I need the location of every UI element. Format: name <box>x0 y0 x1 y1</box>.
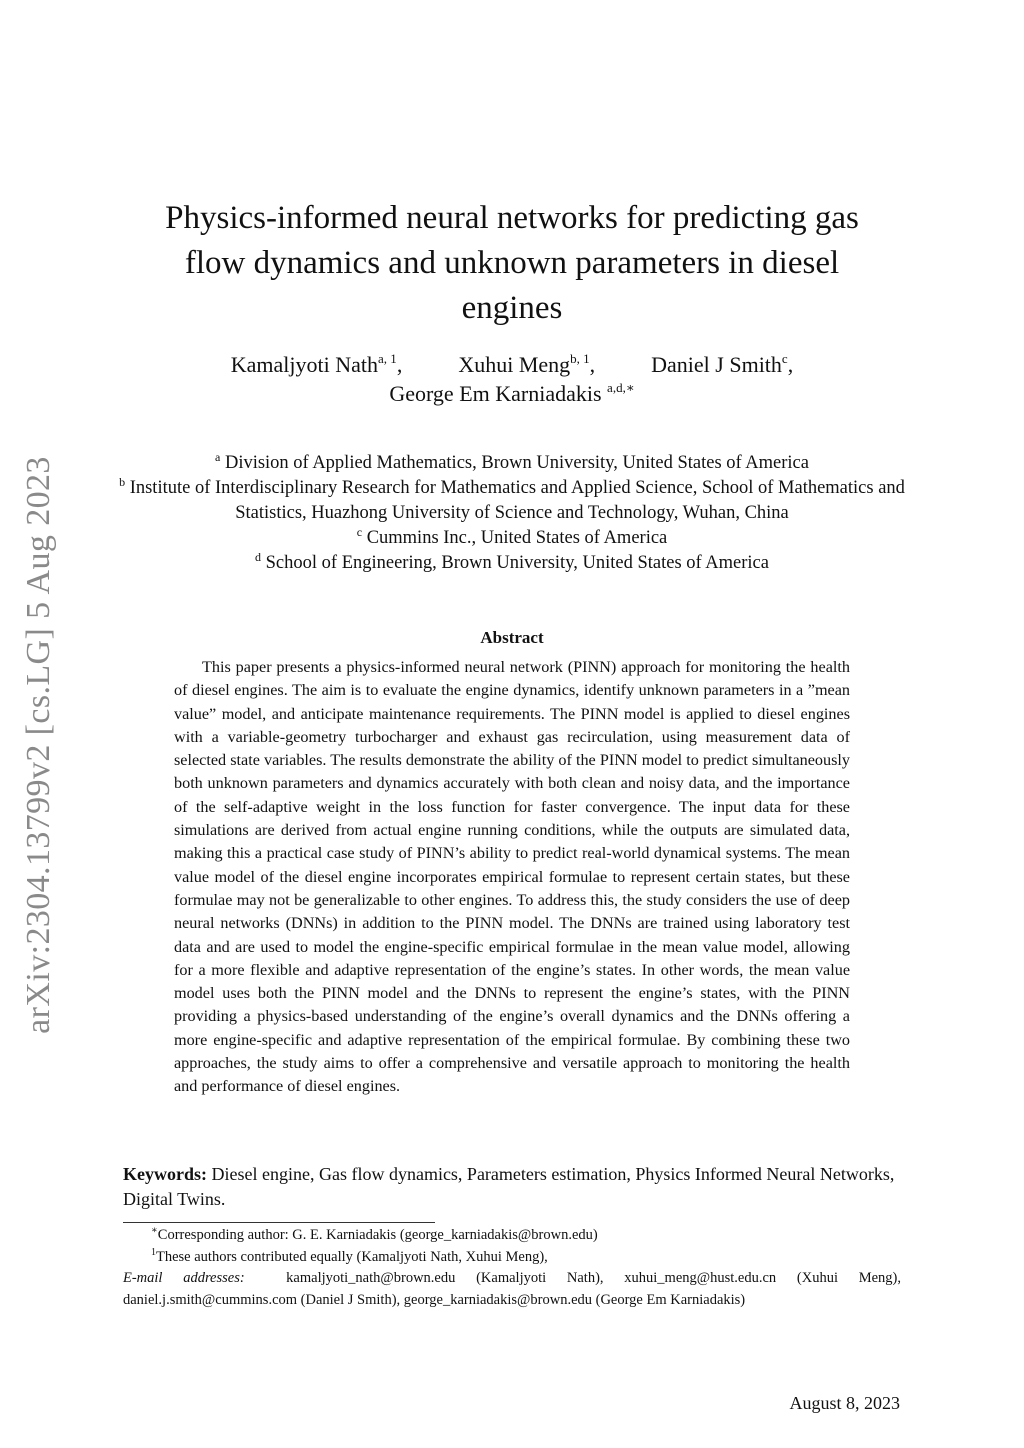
preprint-date: August 8, 2023 <box>789 1393 900 1413</box>
title-line-1: Physics-informed neural networks for predicting gas <box>165 200 859 236</box>
footnote-email-addresses <box>123 1268 901 1311</box>
email-label: E-mail addresses: <box>123 1270 245 1286</box>
abstract-heading: Abstract <box>480 628 544 647</box>
affiliation-item: $^d$ School of Engineering, Brown University, United States of America <box>255 550 769 573</box>
keywords-label: Keywords: <box>123 1164 207 1184</box>
author-affiliation-mark: b, 1 <box>570 351 590 366</box>
author: George Em Karniadakis $^{a,d,∗}$ <box>389 380 635 406</box>
author: Daniel J Smith$^c$, <box>651 351 794 377</box>
author-list <box>120 350 904 408</box>
footnotes <box>123 1225 901 1311</box>
affiliation-item: $^b$ Institute of Interdisciplinary Research for Mathematics and Applied Science, School of Mathematics and Statistics, Huazhong University of Science and Technology, Wuhan, China <box>119 475 905 523</box>
footnote-divider <box>123 1222 435 1223</box>
footnote-corresponding-author: ∗Corresponding author: G. E. Karniadakis (george_karniadakis@brown.edu) <box>151 1225 598 1243</box>
title-line-2: flow dynamics and unknown parameters in diesel <box>184 245 840 281</box>
affiliation-item: $^c$ Cummins Inc., United States of America <box>356 525 668 548</box>
affiliation-list <box>110 451 914 576</box>
footnote-equal-contribution: $^1$These authors contributed equally (Kamaljyoti Nath, Xuhui Meng), <box>151 1246 548 1265</box>
author-affiliation-mark: a,d,∗ <box>607 380 635 395</box>
paper-title <box>120 196 904 331</box>
email-list: kamaljyoti_nath@brown.edu (Kamaljyoti Nath), xuhui_meng@hust.edu.cn (Xuhui Meng), daniel.j.smith@cummins.com (Daniel J Smith), george_karniadakis@brown.edu (George Em Karniadakis) <box>123 1270 901 1308</box>
title-line-3: engines <box>461 290 563 326</box>
author: Kamaljyoti Nath$^{a, 1}$, <box>230 351 403 377</box>
arxiv-identifier: arXiv:2304.13799v2 [cs.LG] 5 Aug 2023 <box>20 456 57 1034</box>
abstract-body: This paper presents a physics-informed neural network (PINN) approach for monitoring the health of diesel engines. The aim is to evaluate the engine dynamics, identify unknown parameters in a ”mean value” model, and anticipate maintenance requirements. The PINN model is applied to diesel engines with a variable-geometry turbocharger and exhaust gas recirculation, using measurement data of selected state variables. The results demonstrate the ability of the PINN model to predict simultaneously both unknown parameters and dynamics accurately with both clean and noisy data, and the importance of the self-adaptive weight in the loss function for faster convergence. The input data for these simulations are derived from actual engine running conditions, while the outputs are simulated data, making this a practical case study of PINN’s ability to predict real-world dynamical systems. The mean value model of the diesel engine incorporates empirical formulae to represent certain states, but these formulae may not be generalizable to other engines. To address this, the study considers the use of deep neural networks (DNNs) in addition to the PINN model. The DNNs are trained using laboratory test data and are used to model the engine-specific empirical formulae in the mean value model, allowing for a more flexible and adaptive representation of the engine’s states. In other words, the mean value model uses both the PINN model and the DNNs to represent the engine’s states, with the PINN providing a physics-based understanding of the engine’s overall dynamics and the DNNs offering a more engine-specific and adaptive representation of the empirical formulae. By combining these two approaches, the study aims to offer a comprehensive and versatile approach to monitoring the health and performance of diesel engines. <box>174 658 850 1096</box>
author: Xuhui Meng$^{b, 1}$, <box>458 351 596 377</box>
author-affiliation-mark: a, 1 <box>378 351 397 366</box>
affiliation-item: $^a$ Division of Applied Mathematics, Brown University, United States of America <box>215 450 809 473</box>
author-affiliation-mark: c <box>781 351 788 366</box>
keywords <box>123 1162 901 1212</box>
keywords-text: Diesel engine, Gas flow dynamics, Parameters estimation, Physics Informed Neural Networks, Digital Twins. <box>123 1164 895 1209</box>
